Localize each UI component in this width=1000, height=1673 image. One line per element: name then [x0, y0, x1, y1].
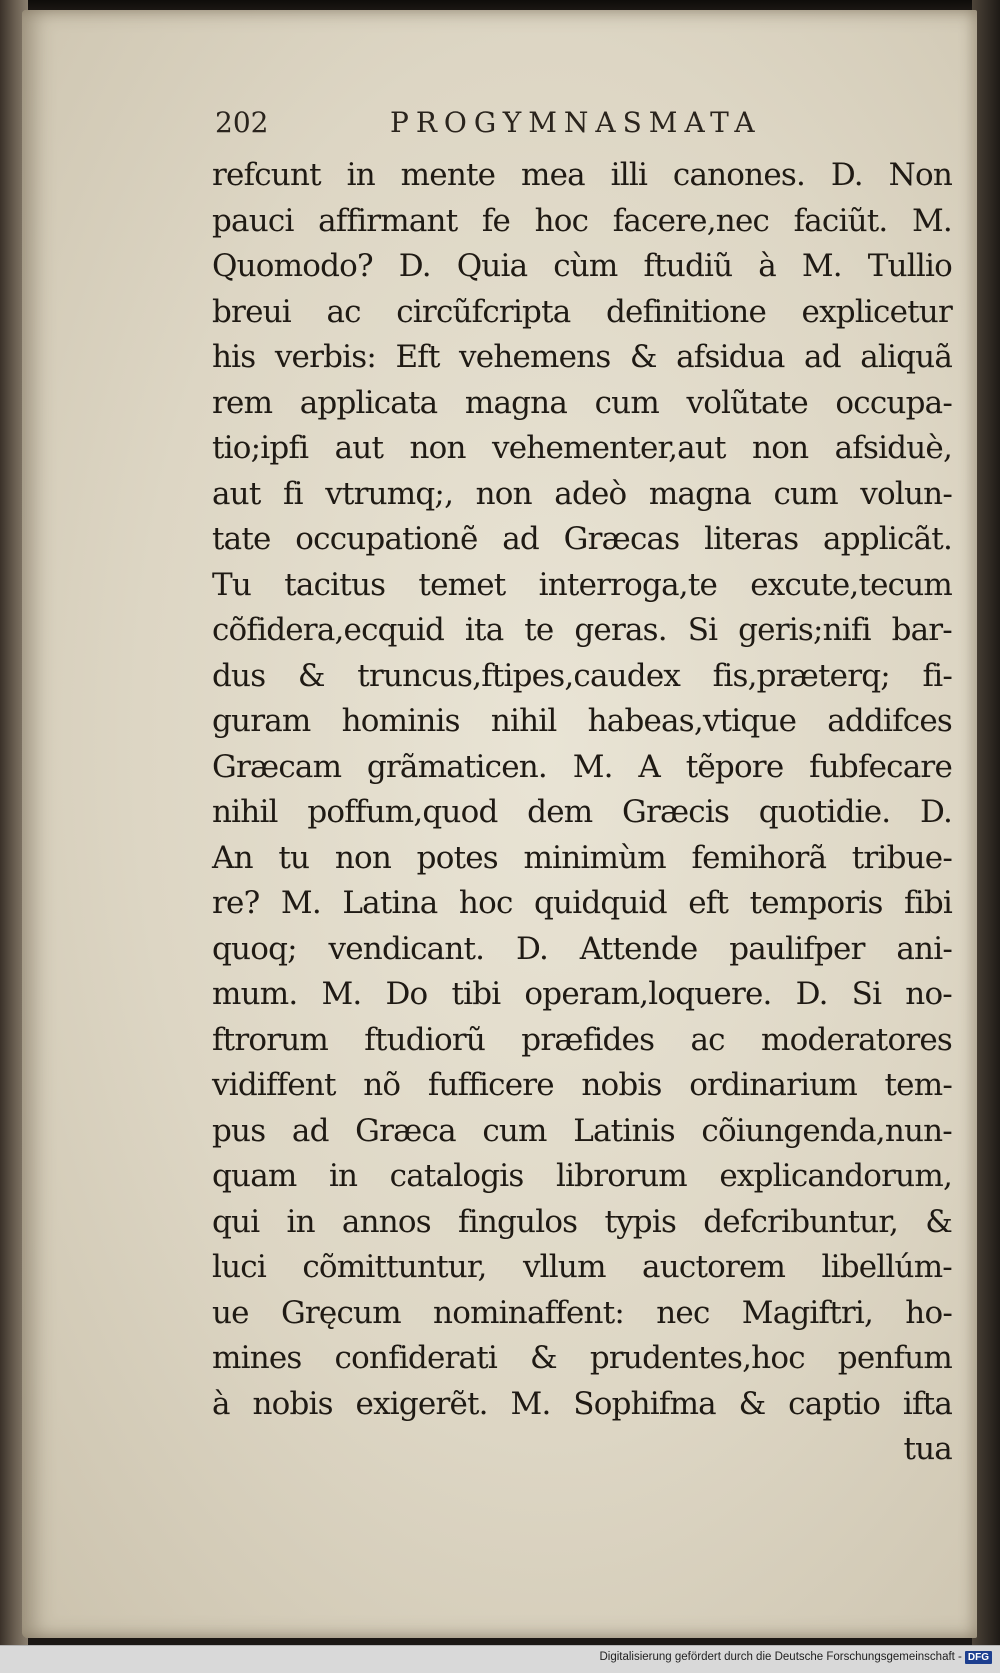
- text-line: cõfidera,ecquid ita te geras. Si geris;nifi bar-: [212, 612, 952, 648]
- text-line: An tu non potes minimùm femihorã tribue-: [212, 839, 952, 876]
- funding-credit: [599, 1651, 992, 1664]
- text-line: quam in catalogis librorum explicandorum,: [212, 1158, 952, 1194]
- text-line: Quomodo? D. Quia cùm ftudiũ à M. Tullio: [212, 248, 952, 284]
- text-line: mum. M. Do tibi operam,loquere. D. Si no-: [212, 976, 952, 1012]
- text-line: Tu tacitus temet interroga,te excute,tecum: [212, 566, 952, 603]
- page-number: 202: [215, 106, 269, 139]
- text-line: ftrorum ftudiorũ præfides ac moderatores: [212, 1021, 952, 1058]
- funding-credit-text: Digitalisierung gefördert durch die Deutsche Forschungsgemeinschaft -: [599, 1651, 962, 1663]
- dfg-logo-icon: DFG: [965, 1651, 992, 1664]
- text-line: tio;ipfi aut non vehementer,aut non afsiduè,: [212, 430, 952, 466]
- text-line: tate occupationẽ ad Græcas literas applicãt.: [212, 521, 952, 557]
- text-line: Græcam grãmaticen. M. A tẽpore fubfecare: [212, 748, 952, 785]
- running-head: [215, 106, 815, 146]
- text-line: nihil poffum,quod dem Græcis quotidie. D.: [212, 794, 952, 830]
- body-text: [212, 153, 952, 1473]
- text-line: ue Gręcum nominaffent: nec Magiftri, ho-: [212, 1294, 952, 1331]
- text-line: his verbis: Eft vehemens & afsidua ad aliquã: [212, 339, 952, 375]
- text-line: mines confiderati & prudentes,hoc penfum: [212, 1340, 952, 1376]
- text-line: aut fi vtrumq;, non adeò magna cum volun-: [212, 475, 952, 512]
- catchword: tua: [903, 1431, 952, 1467]
- text-line: rem applicata magna cum volũtate occupa-: [212, 384, 952, 421]
- text-line: guram hominis nihil habeas,vtique addifces: [212, 703, 952, 739]
- text-line: vidiffent nõ fufficere nobis ordinarium tem-: [212, 1067, 952, 1103]
- running-title: PROGYMNASMATA: [390, 106, 762, 139]
- text-line: re? M. Latina hoc quidquid eft temporis fibi: [212, 885, 952, 921]
- text-line: pus ad Græca cum Latinis cõiungenda,nun-: [212, 1112, 952, 1149]
- text-line: refcunt in mente mea illi canones. D. Non: [212, 157, 952, 193]
- text-line: à nobis exigerẽt. M. Sophifma & captio ifta: [212, 1385, 952, 1422]
- text-line: pauci affirmant fe hoc facere,nec faciũt. M.: [212, 202, 952, 239]
- text-line: qui in annos fingulos typis defcribuntur, &: [212, 1203, 952, 1240]
- text-line: dus & truncus,ftipes,caudex fis,præterq; fi-: [212, 657, 952, 694]
- digitization-footer: [0, 1645, 1000, 1673]
- text-line: breui ac circũfcripta definitione explicetur: [212, 293, 952, 330]
- text-line: luci cõmittuntur, vllum auctorem libellúm-: [212, 1249, 952, 1285]
- text-line: quoq; vendicant. D. Attende paulifper ani-: [212, 930, 952, 967]
